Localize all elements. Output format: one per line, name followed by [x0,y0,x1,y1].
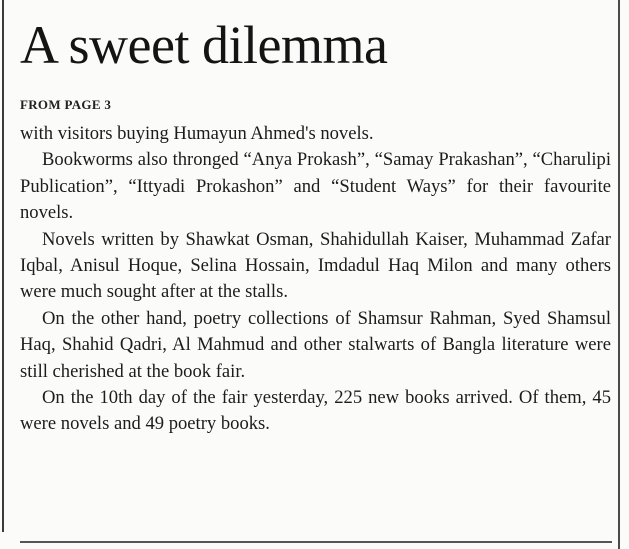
right-column-rule [618,0,620,549]
paragraph-1: with visitors buying Humayun Ahmed's novels. [20,123,374,144]
continuation-kicker: FROM PAGE 3 [20,97,112,112]
left-column-rule [2,0,4,532]
article-body [20,121,611,438]
paragraph-5: On the 10th day of the fair yesterday, 225 new books arrived. Of them, 45 were novels and 49 poetry books. [20,387,611,435]
paragraph-2: Bookworms also thronged “Anya Prokash”, “Samay Prakashan”, “Charulipi Publication”, “Ittyadi Prokashon” and “Student Ways” for their favourite novels. [20,149,611,224]
bottom-rule [20,541,612,543]
paragraph-3: Novels written by Shawkat Osman, Shahidullah Kaiser, Muhammad Zafar Iqbal, Anisul Hoque, Selina Hossain, Imdadul Haq Milon and many others were much sought after at the stalls. [20,228,611,303]
paragraph-4: On the other hand, poetry collections of Shamsur Rahman, Syed Shamsul Haq, Shahid Qadri, Al Mahmud and other stalwarts of Bangla literature were still cherished at the book fair. [20,307,611,382]
headline: A sweet dilemma [20,15,388,75]
